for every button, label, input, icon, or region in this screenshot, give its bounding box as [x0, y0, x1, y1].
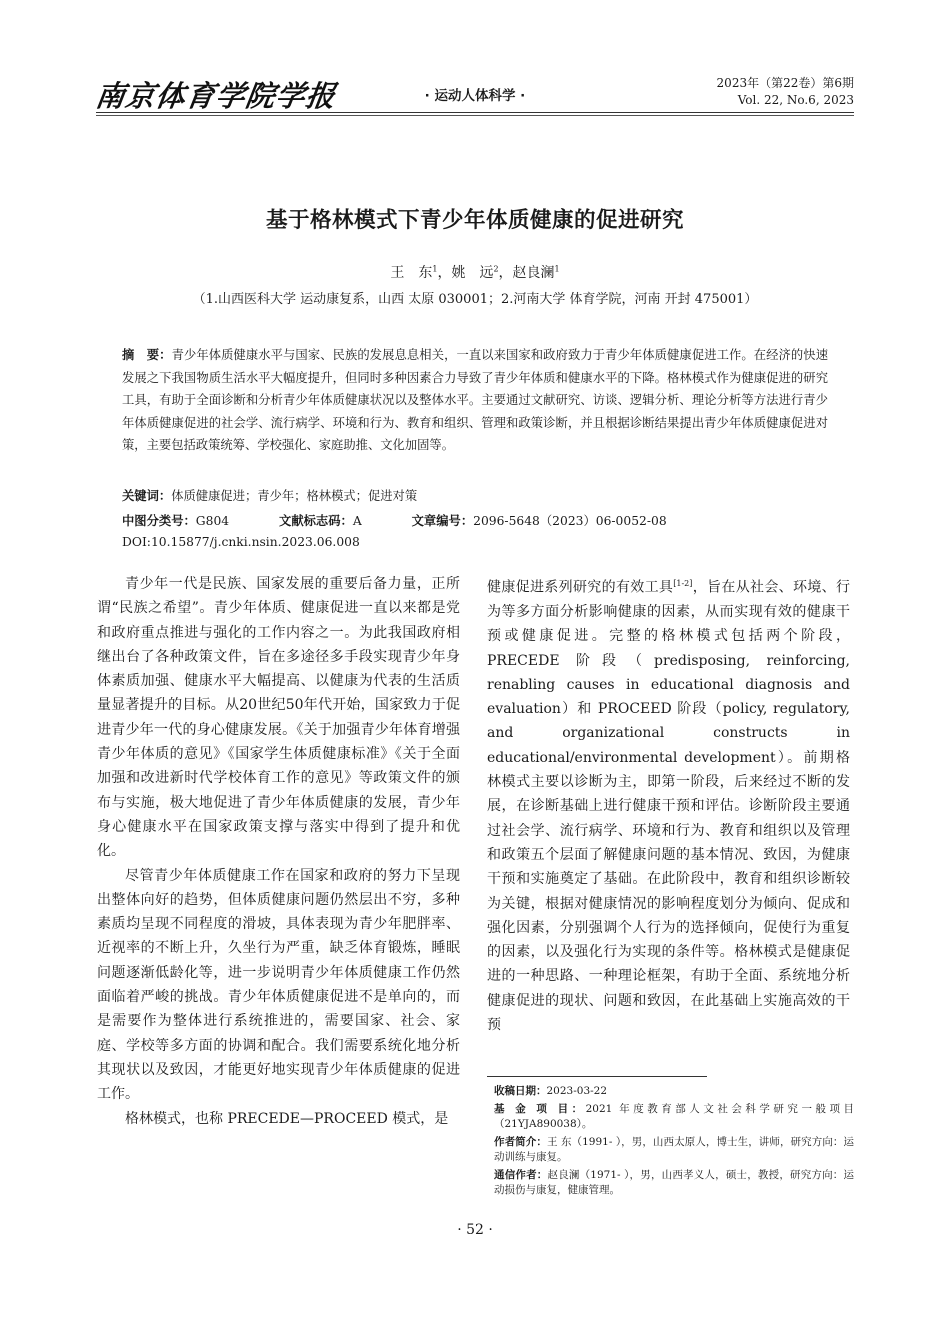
clc-value: G804 — [195, 514, 230, 528]
article-number — [412, 511, 667, 531]
article-value: 2096-5648（2023）06-0052-08 — [473, 514, 667, 528]
footnote-label: 收稿日期： — [494, 1085, 547, 1097]
body-column-left — [97, 572, 460, 1131]
keywords-label: 关键词： — [122, 489, 172, 503]
footnote-label: 基 金 项 目： — [494, 1102, 586, 1115]
footnote-label: 通信作者： — [494, 1168, 548, 1181]
author-mark: 2 — [493, 264, 499, 274]
keywords — [122, 486, 828, 506]
issue-info — [717, 75, 854, 109]
footnote-rule — [487, 1076, 707, 1077]
body-paragraph: 格林模式，也称 PRECEDE—PROCEED 模式，是 — [125, 1110, 449, 1127]
doc-value: A — [352, 514, 362, 528]
article-label: 文章编号： — [411, 514, 474, 528]
footnote-received — [494, 1084, 854, 1100]
column-tag: · 运动人体科学 · — [424, 88, 526, 104]
clc-number — [122, 511, 229, 531]
affiliation: （1.山西医科大学 运动康复系，山西 太原 030001；2.河南大学 体育学院，河南 开封 475001） — [192, 292, 758, 307]
footnote-text: 2023-03-22 — [546, 1085, 608, 1097]
footnote-text: 王 东（1991- ），男，山西太原人，博士生，讲师，研究方向：运动训练与康复。 — [494, 1135, 854, 1163]
footnote-author — [494, 1135, 854, 1166]
doc-label: 文献标志码： — [279, 514, 353, 528]
header-rule-thin — [96, 115, 854, 116]
classification-line — [122, 511, 713, 531]
footnote-fund — [494, 1102, 854, 1133]
page-header — [93, 72, 854, 113]
footnote-text: 2021 年度教育部人文社会科学研究一般项目（21YJA890038）。 — [494, 1102, 855, 1130]
author-name: 姚 远 — [451, 265, 494, 281]
footnote-text: 赵良澜（1971- ），男，山西孝义人，硕士，教授，研究方向：运动损伤与康复，健康管理。 — [494, 1168, 855, 1196]
issue-en: Vol. 22, No.6, 2023 — [737, 93, 854, 107]
journal-logo: 南京体育学院学报 — [93, 79, 339, 113]
clc-label: 中图分类号： — [122, 514, 196, 528]
author-name: 王 东 — [390, 265, 433, 281]
keywords-text: 体质健康促进；青少年；格林模式；促进对策 — [171, 489, 418, 503]
body-text: ，旨在从社会、环境、行为等多方面分析影响健康的因素，从而实现有效的健康干预或健康促进。完整的格林模式包括两个阶段，PRECEDE 阶段（predisposing, reinforcing, renabling causes in educational diagnosis and evaluation）和 PROCEED 阶段（policy, regulatory, and organizational constructs in educational/environmental development）。前期格林模式主要以诊断为主，即第一阶段，后来经过不断的发展，在诊断基础上进行健康干预和评估。诊断阶段主要通过社会学、流行病学、环境和行为、教育和组织以及管理和政策五个层面了解健康问题的基本情况、致因，为健康干预和实施奠定了基础。在此阶段中，教育和组织诊断较为关键，根据对健康情况的影响程度划分为倾向、促成和强化因素，分别强调个人行为的选择倾向，促使行为重复的因素，以及强化行为实现的条件等。格林模式是健康促进的一种思路、一种理论框架，有助于全面、系统地分析健康促进的现状、问题和致因，在此基础上实施高效的干预 — [487, 579, 850, 1033]
page-number: · 52 · — [457, 1222, 493, 1238]
body-column-right — [487, 572, 850, 1037]
body-paragraph: 尽管青少年体质健康工作在国家和政府的努力下呈现出整体向好的趋势，但体质健康问题仍然层出不穷，多种素质均呈现不同程度的滑坡，具体表现为青少年肥胖率、近视率的不断上升，久坐行为严重，缺乏体育锻炼，睡眠问题逐渐低龄化等，进一步说明青少年体质健康工作仍然面临着严峻的挑战。青少年体质健康促进不是单向的，而是需要作为整体进行系统推进的，需要国家、社会、家庭、学校等多方面的协调和配合。我们需要系统化地分析其现状以及致因，才能更好地实现青少年体质健康的促进工作。 — [97, 867, 460, 1103]
footnote-label: 作者简介： — [494, 1135, 547, 1148]
author-mark: 1 — [554, 264, 560, 274]
body-text: 健康促进系列研究的有效工具 — [487, 579, 674, 596]
author-mark: 1 — [432, 264, 438, 274]
citation[interactable]: [1-2] — [673, 579, 693, 588]
body-paragraph — [487, 572, 850, 1037]
footnote-corresponding — [494, 1168, 854, 1199]
issue-cn: 2023年（第22卷）第6期 — [716, 76, 854, 90]
footnotes — [494, 1084, 854, 1201]
doi: DOI:10.15877/j.cnki.nsin.2023.06.008 — [122, 535, 360, 549]
author-list: 王 东$^1$，姚 远$^2$，赵良澜$^1$ — [390, 264, 560, 281]
abstract-label: 摘 要： — [122, 348, 172, 362]
abstract-text: 青少年体质健康水平与国家、民族的发展息息相关，一直以来国家和政府致力于青少年体质健康促进工作。在经济的快速发展之下我国物质生活水平大幅度提升，但同时多种因素合力导致了青少年体质和健康水平的下降。格林模式作为健康促进的研究工具，有助于全面诊断和分析青少年体质健康状况以及整体水平。主要通过文献研究、访谈、逻辑分析、理论分析等方法进行青少年体质健康促进的社会学、流行病学、环境和行为、教育和组织、管理和政策诊断，并且根据诊断结果提出青少年体质健康促进对策，主要包括政策统筹、学校强化、家庭助推、文化加固等。 — [122, 348, 828, 452]
abstract — [122, 344, 828, 457]
author-name: 赵良澜 — [512, 265, 555, 281]
body-paragraph: 青少年一代是民族、国家发展的重要后备力量，正所谓“民族之希望”。青少年体质、健康促进一直以来都是党和政府重点推进与强化的工作内容之一。为此我国政府相继出台了各种政策文件，旨在多途径多手段实现青少年身体素质加强、健康水平大幅提高、以健康为代表的生活质量显著提升的目标。从20世纪50年代开始，国家致力于促进青少年一代的身心健康发展。《关于加强青少年体育增强青少年体质的意见》《国家学生体质健康标准》《关于全面加强和改进新时代学校体育工作的意见》等政策文件的颁布与实施，极大地促进了青少年体质健康的发展，青少年身心健康水平在国家政策支撑与落实中得到了提升和优化。 — [97, 576, 460, 860]
document-code — [279, 511, 362, 531]
header-rule — [96, 112, 854, 113]
article-title: 基于格林模式下青少年体质健康的促进研究 — [265, 208, 684, 233]
